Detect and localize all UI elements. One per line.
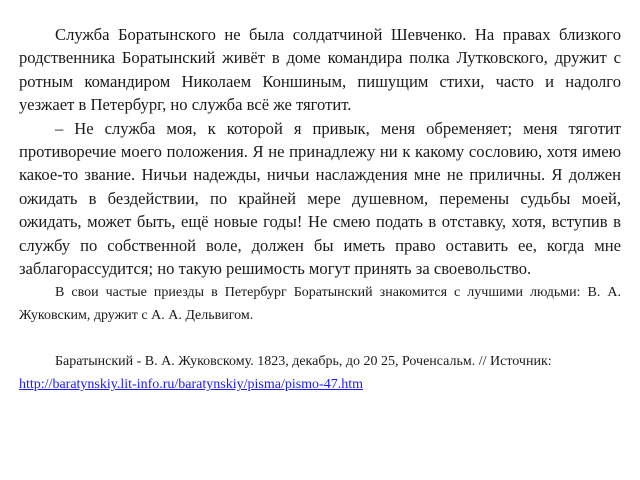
source-link[interactable]: http://baratynskiy.lit-info.ru/baratynskiy/pisma/pismo-47.htm [19, 377, 363, 393]
paragraph-service: Служба Боратынского не была солдатчиной Шевченко. На правах близкого родственника Боратынский живёт в доме командира полка Лутковского, дружит с ротным командиром Николаем Коншиным, пишущим стихи, часто и надолго уезжает в Петербург, но служба всё же тяготит. [19, 25, 621, 115]
citation [19, 350, 621, 396]
citation-text: Баратынский - В. А. Жуковскому. 1823, декабрь, до 20 25, Роченсальм. // Источник: [55, 354, 552, 370]
paragraph-quote: – Не служба моя, к которой я привык, меня обременяет; меня тяготит противоречие моего положения. Я не принадлежу ни к какому сословию, хотя имею какое-то звание. Ничьи надежды, ничьи наслаждения мне не приличны. Я должен ожидать в бездействии, по крайней мере душевном, перемены судьбы моей, ожидать, может быть, ещё новые годы! Не смею подать в отставку, хотя, вступив в службу по собственной воле, должен бы иметь право оставить ее, когда мне заблагорассудится; но такую решимость могут принять за своевольство. [19, 118, 621, 279]
document-page [19, 23, 621, 396]
paragraph-petersburg: В свои частые приезды в Петербург Боратынский знакомится с лучшими людьми: В. А. Жуковским, дружит с А. А. Дельвигом. [19, 285, 621, 324]
